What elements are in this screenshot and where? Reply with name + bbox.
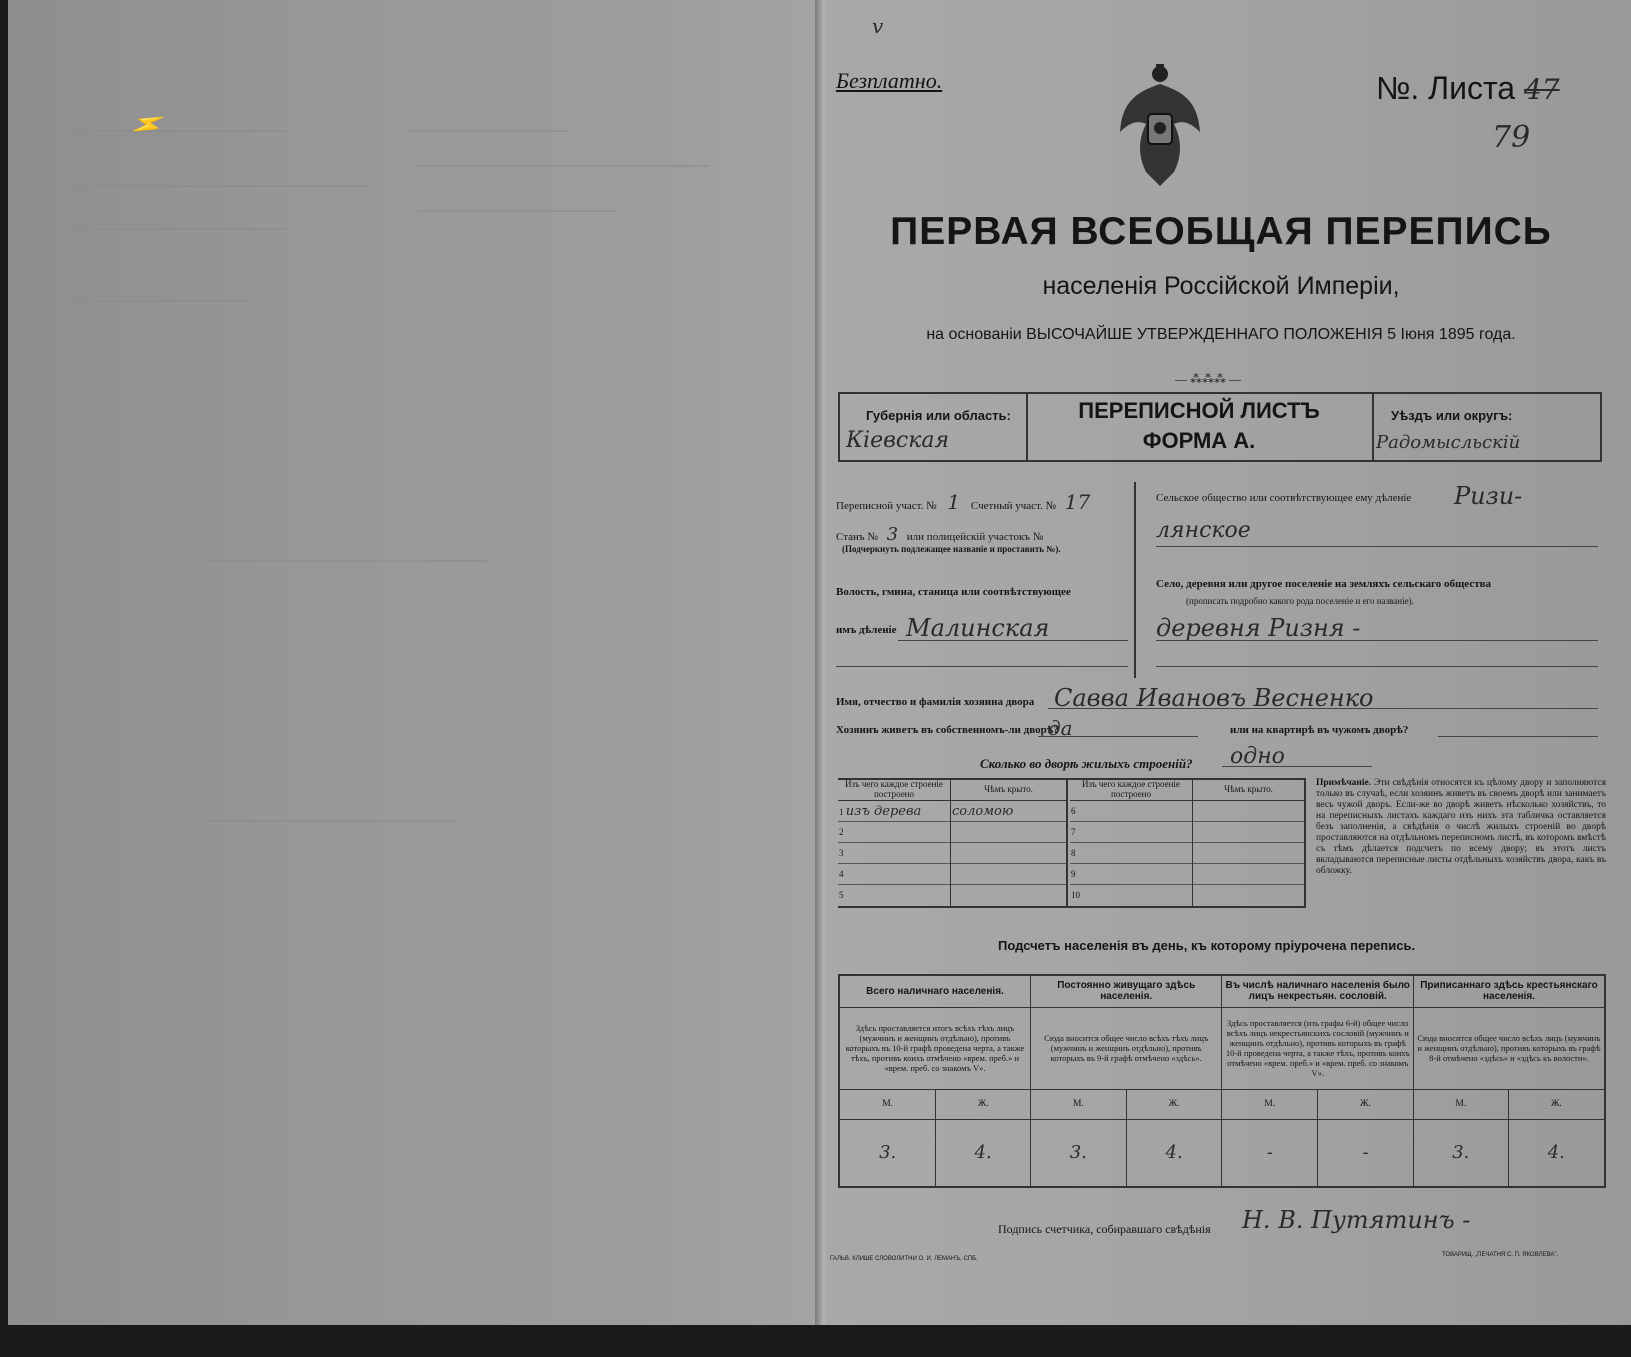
- volost-value: Малинская: [906, 614, 1050, 642]
- imprint-right: ТОВАРИЩ. „ПЕЧАТНЯ С. П. ЯКОВЛЕВА".: [1442, 1252, 1559, 1258]
- owner-name-label: Имя, отчество и фамилія хозяина двора: [836, 696, 1035, 708]
- pop-m-value: 3.: [839, 1119, 936, 1187]
- form-title: ПЕРЕПИСНОЙ ЛИСТЪ: [1078, 398, 1320, 423]
- legal-basis: на основаніи ВЫСОЧАЙШЕ УТВЕРЖДЕННАГО ПОЛОЖЕНІЯ 5 Іюня 1895 года.: [926, 326, 1516, 343]
- buildings-value: одно: [1230, 744, 1285, 769]
- district-value: Радомысльскій: [1376, 432, 1521, 453]
- free-label: Безплатно.: [836, 68, 943, 93]
- note-title: Примѣчаніе.: [1316, 778, 1372, 788]
- police-label: или полицейскій участокъ №: [906, 531, 1044, 543]
- imprint-left: ГАЛЬВ. КЛИШЕ СЛОВОЛИТНИ О. И. ЛЕМАНЪ, СПБ.: [830, 1256, 978, 1262]
- pop-f-label: Ж.: [936, 1089, 1031, 1119]
- province-value: Кіевская: [846, 428, 950, 453]
- police-note: (Подчеркнуть подлежащее названіе и проставить №).: [842, 544, 1061, 554]
- pop-f-label: Ж.: [1126, 1089, 1222, 1119]
- pop-col-title: Постоянно живущаго здѣсь населенія.: [1030, 975, 1222, 1007]
- bt-col-material: Изъ чего каждое строеніе построено: [838, 778, 951, 801]
- village-note: (прописать подробно какого рода поселеніе и его названіе).: [1186, 596, 1414, 606]
- pop-col-title: Въ числѣ наличнаго населенія было лицъ некрестьян. сословій.: [1222, 975, 1413, 1007]
- village-label: Село, деревня или другое поселеніе на земляхъ сельскаго общества: [1156, 578, 1492, 590]
- document-title: ПЕРВАЯ ВСЕОБЩАЯ ПЕРЕПИСЬ: [890, 210, 1552, 253]
- pop-f-value: -: [1318, 1119, 1414, 1187]
- bt-col-material: Изъ чего каждое строеніе построено: [1070, 778, 1193, 801]
- bt-row-n: 7: [1070, 822, 1193, 843]
- own-yard-value: да: [1048, 716, 1073, 740]
- bt-col-roof: Чѣмъ крыто.: [1224, 784, 1273, 794]
- pop-m-value: 3.: [1413, 1119, 1508, 1187]
- volost-label-1: Волость, гмина, станица или соотвѣтствующее: [836, 586, 1071, 598]
- bt-row-n: 9: [1070, 864, 1193, 885]
- population-table: [838, 974, 1606, 1188]
- pop-m-label: М.: [1030, 1089, 1126, 1119]
- society-value-1: Ризи-: [1454, 482, 1523, 510]
- coat-of-arms-emblem: [1116, 62, 1204, 192]
- rent-label: или на квартирѣ въ чужомъ дворѣ?: [1230, 724, 1409, 736]
- pop-m-value: 3.: [1030, 1119, 1126, 1187]
- right-page: [826, 0, 1631, 1325]
- census-section-label: Переписной участ. №: [836, 500, 937, 512]
- pop-f-value: 4.: [936, 1119, 1031, 1187]
- stan-value: 3: [886, 524, 899, 545]
- sheet-number: [1376, 70, 1560, 107]
- document-subtitle: населенія Россійской Имперіи,: [1042, 272, 1400, 300]
- bt-row-n: 6: [1070, 801, 1193, 822]
- pop-f-label: Ж.: [1508, 1089, 1605, 1119]
- district-label: Уѣздъ или округъ:: [1391, 408, 1513, 423]
- bt-row-roof: соломою: [952, 803, 1014, 819]
- pencil-mark-icon: ⚡: [126, 103, 171, 146]
- buildings-table-right: [1070, 778, 1304, 906]
- society-value-2: лянское: [1156, 518, 1251, 543]
- bt-col-roof: Чѣмъ крыто.: [984, 784, 1033, 794]
- pop-m-label: М.: [1413, 1089, 1508, 1119]
- bt-row-n: 5: [838, 885, 951, 906]
- bt-row-material: изъ дерева: [845, 803, 922, 819]
- ornament-divider: — ⁂⁂⁂ —: [1175, 372, 1241, 386]
- pop-col-desc: Сюда вносится общее число всѣхъ тѣхъ лицъ (мужчинъ и женщинъ отдѣльно), противъ которыхъ въ 9-й графѣ отмѣчено «здѣсь».: [1030, 1007, 1222, 1089]
- pop-f-label: Ж.: [1318, 1089, 1414, 1119]
- buildings-table-left: [838, 778, 1066, 906]
- province-label: Губернія или область:: [866, 408, 1011, 423]
- form-subtitle: ФОРМА А.: [1142, 428, 1256, 453]
- society-label: Сельское общество или соотвѣтствующее ему дѣленіе: [1156, 492, 1412, 504]
- left-page: [8, 0, 826, 1325]
- stan-row: [836, 524, 1043, 545]
- corner-mark: v: [872, 14, 884, 38]
- buildings-label: Сколько во дворѣ жилыхъ строеній?: [980, 756, 1193, 771]
- pop-col-title: Всего наличнаго населенія.: [839, 975, 1030, 1007]
- volost-label-2: имъ дѣленіе: [836, 624, 897, 636]
- pop-f-value: 4.: [1126, 1119, 1222, 1187]
- owner-name-value: Савва Ивановъ Весненко: [1054, 684, 1374, 712]
- own-yard-label: Хозяинъ живетъ въ собственномъ-ли дворѣ?: [836, 724, 1059, 736]
- count-section-label: Счетный участ. №: [970, 500, 1057, 512]
- note-text: Эти свѣдѣнія относятся къ цѣлому двору и заполняются только въ случаѣ, если хозяинъ живетъ въ своемъ дворѣ или занимаетъ весь чужой дворъ. Если-же во дворѣ живетъ нѣсколько хозяйствъ, то на переписныхъ листахъ каждаго изъ нихъ эта табличка оставляется безъ заполненія, а свѣдѣнія о числѣ жилыхъ строеній во дворѣ проставляются на отдѣльномъ переписномъ листѣ, въ которомъ вмѣстѣ съ тѣмъ дѣлается подсчетъ по всему двору; въ этотъ листъ вкладываются переписные листы отдѣльныхъ хозяйствъ двора, какъ въ обложку.: [1316, 778, 1606, 876]
- bt-row-n: 4: [838, 864, 951, 885]
- signature-label: Подпись счетчика, собиравшаго свѣдѣнія: [998, 1222, 1211, 1236]
- count-section-value: 17: [1064, 490, 1091, 514]
- population-heading: Подсчетъ населенія въ день, къ которому пріурочена перепись.: [998, 938, 1416, 953]
- pop-f-value: 4.: [1508, 1119, 1605, 1187]
- bt-row-n: 8: [1070, 843, 1193, 864]
- sheet-number-value: 79: [1492, 120, 1531, 155]
- stan-label: Станъ №: [836, 531, 878, 543]
- pop-m-label: М.: [1222, 1089, 1318, 1119]
- pop-m-value: -: [1222, 1119, 1318, 1187]
- sheet-number-crossed: 47: [1523, 73, 1560, 106]
- pop-col-desc: Здѣсь проставляется итогъ всѣхъ тѣхъ лицъ (мужчинъ и женщинъ отдѣльно), противъ которыхъ въ 10-й графѣ проведена черта, а также тѣхъ, противъ коихъ отмѣчено «врем. преб.» и «врем. преб. со знакомъ V».: [839, 1007, 1030, 1089]
- signature-value: Н. В. Путятинъ -: [1242, 1206, 1471, 1234]
- bt-row-n: 3: [838, 843, 951, 864]
- bt-row-n: 1: [839, 806, 844, 817]
- census-section-row: [836, 490, 1090, 514]
- village-value: деревня Ризня -: [1156, 614, 1361, 642]
- pop-col-title: Приписаннаго здѣсь крестьянскаго населенія.: [1413, 975, 1605, 1007]
- sheet-number-label: №. Листа: [1376, 70, 1516, 106]
- census-section-value: 1: [947, 490, 961, 514]
- pop-m-label: М.: [839, 1089, 936, 1119]
- note-block: [1316, 778, 1606, 877]
- bt-row-n: 10: [1070, 885, 1193, 906]
- bt-row-n: 2: [838, 822, 951, 843]
- pop-col-desc: Здѣсь проставляется (изъ графы 6-й) общее число всѣхъ лицъ некрестьянскихъ сословій (мужчинъ и женщинъ отдѣльно), противъ которыхъ въ графѣ 10-й проведена черта, а также тѣхъ, противъ коихъ отмѣчено «врем. преб.» и «врем. преб. со знакомъ V».: [1222, 1007, 1413, 1089]
- pop-col-desc: Сюда вносится общее число всѣхъ лицъ (мужчинъ и женщинъ отдѣльно), противъ которыхъ въ графѣ 8-й отмѣчено «здѣсь» и «здѣсь къ волости».: [1413, 1007, 1605, 1089]
